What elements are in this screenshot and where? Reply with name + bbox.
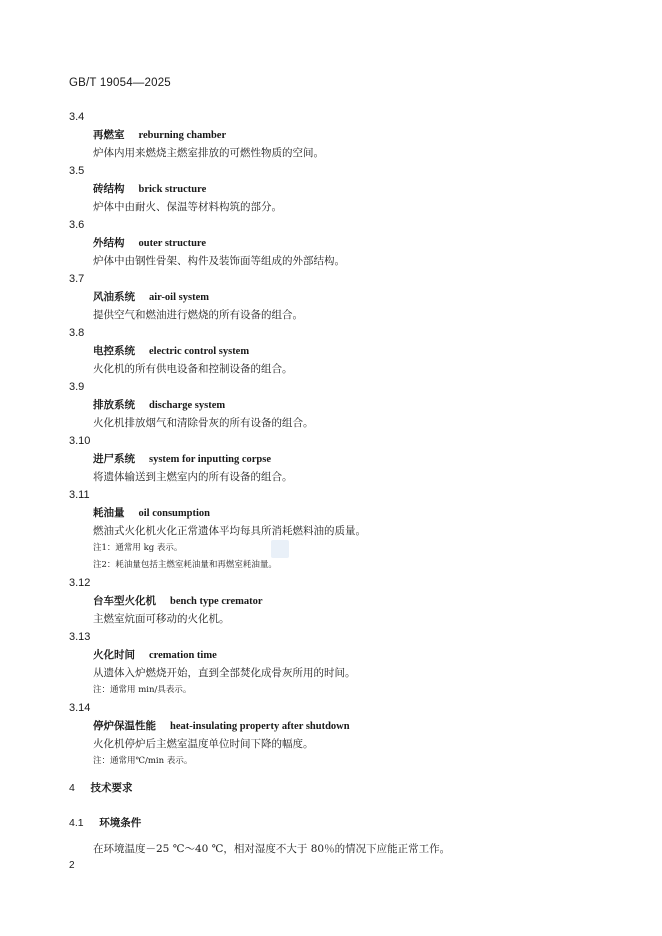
- term-title: [69, 234, 589, 252]
- term-definition: 炉体中由耐火、保温等材料构筑的部分。: [93, 201, 282, 213]
- term-name-en: heat-insulating property after shutdown: [170, 721, 350, 732]
- term-name-en: brick structure: [138, 184, 207, 195]
- term-name-zh: 耗油量: [93, 507, 125, 519]
- term-entry: [69, 432, 589, 486]
- body-paragraph: 在环境温度－25 ℃～40 ℃，相对湿度不大于 80％的情况下应能正常工作。: [93, 843, 451, 855]
- subsection-title: 环境条件: [99, 817, 142, 829]
- term-entry: [69, 162, 589, 216]
- term-name-zh: 进尸系统: [93, 453, 135, 465]
- term-number: 3.13: [69, 631, 91, 643]
- term-title: [69, 450, 589, 468]
- term-number: 3.12: [69, 577, 91, 589]
- term-name-en: cremation time: [149, 650, 217, 661]
- term-number: 3.8: [69, 327, 85, 339]
- term-name-en: electric control system: [149, 346, 250, 357]
- term-name-en: oil consumption: [138, 508, 210, 519]
- term-note: 注2：耗油量包括主燃室耗油量和再燃室耗油量。: [93, 560, 277, 570]
- term-name-en: discharge system: [149, 400, 226, 411]
- term-name-en: reburning chamber: [138, 130, 227, 141]
- term-definition: 炉体中由钢性骨架、构件及装饰面等组成的外部结构。: [93, 255, 345, 267]
- subsection-heading: [69, 815, 141, 830]
- term-number: 3.6: [69, 219, 85, 231]
- term-name-zh: 排放系统: [93, 399, 135, 411]
- standard-id: GB/T 19054—2025: [69, 77, 171, 89]
- term-definition: 将遗体输送到主燃室内的所有设备的组合。: [93, 471, 293, 483]
- term-name-zh: 外结构: [93, 237, 125, 249]
- subsection-number: 4.1: [69, 817, 84, 829]
- section-heading: [69, 780, 133, 795]
- term-number: 3.7: [69, 273, 85, 285]
- term-title: [69, 592, 589, 610]
- term-entry: [69, 486, 589, 574]
- term-entry: [69, 324, 589, 378]
- term-definition: 提供空气和燃油进行燃烧的所有设备的组合。: [93, 309, 303, 321]
- term-definition: 火化机的所有供电设备和控制设备的组合。: [93, 363, 293, 375]
- term-number: 3.11: [69, 489, 90, 501]
- term-entry: [69, 108, 589, 162]
- term-title: [69, 180, 589, 198]
- term-name-en: bench type cremator: [170, 596, 263, 607]
- term-name-zh: 再燃室: [93, 129, 125, 141]
- term-definition: 火化机排放烟气和清除骨灰的所有设备的组合。: [93, 417, 314, 429]
- term-note: 注：通常用 min/具表示。: [93, 685, 192, 695]
- term-name-zh: 台车型火化机: [93, 595, 156, 607]
- term-name-zh: 电控系统: [93, 345, 135, 357]
- term-entry: [69, 216, 589, 270]
- term-title: [69, 396, 589, 414]
- term-number: 3.10: [69, 435, 91, 447]
- term-definition: 火化机停炉后主燃室温度单位时间下降的幅度。: [93, 738, 314, 750]
- term-entry: [69, 628, 589, 699]
- term-title: [69, 288, 589, 306]
- term-definition: 燃油式火化机火化正常遗体平均每具所消耗燃料油的质量。: [93, 525, 366, 537]
- term-number: 3.14: [69, 702, 91, 714]
- term-definition: 从遗体入炉燃烧开始，直到全部焚化成骨灰所用的时间。: [93, 667, 356, 679]
- page-number: 2: [69, 860, 75, 871]
- term-number: 3.9: [69, 381, 85, 393]
- term-definition: 炉体内用来燃烧主燃室排放的可燃性物质的空间。: [93, 147, 324, 159]
- section-title: 技术要求: [90, 782, 133, 794]
- term-title: [69, 342, 589, 360]
- term-note: 注：通常用℃/min 表示。: [93, 756, 193, 766]
- term-entry: [69, 270, 589, 324]
- term-entry: [69, 378, 589, 432]
- term-number: 3.4: [69, 111, 85, 123]
- term-title: [69, 126, 589, 144]
- term-name-en: outer structure: [138, 238, 207, 249]
- term-title: [69, 646, 589, 664]
- terms-list: [69, 108, 589, 770]
- watermark-stamp: [271, 540, 289, 558]
- term-name-zh: 停炉保温性能: [93, 720, 156, 732]
- term-name-en: air-oil system: [149, 292, 209, 303]
- term-definition: 主燃室炕面可移动的火化机。: [93, 613, 230, 625]
- section-number: 4: [69, 782, 75, 794]
- term-note: 注1：通常用 kg 表示。: [93, 543, 183, 553]
- term-name-zh: 砖结构: [93, 183, 125, 195]
- term-name-en: system for inputting corpse: [149, 454, 272, 465]
- term-number: 3.5: [69, 165, 85, 177]
- term-title: [69, 504, 589, 522]
- term-entry: [69, 574, 589, 628]
- term-title: [69, 717, 589, 735]
- term-entry: [69, 699, 589, 770]
- term-name-zh: 风油系统: [93, 291, 135, 303]
- term-name-zh: 火化时间: [93, 649, 135, 661]
